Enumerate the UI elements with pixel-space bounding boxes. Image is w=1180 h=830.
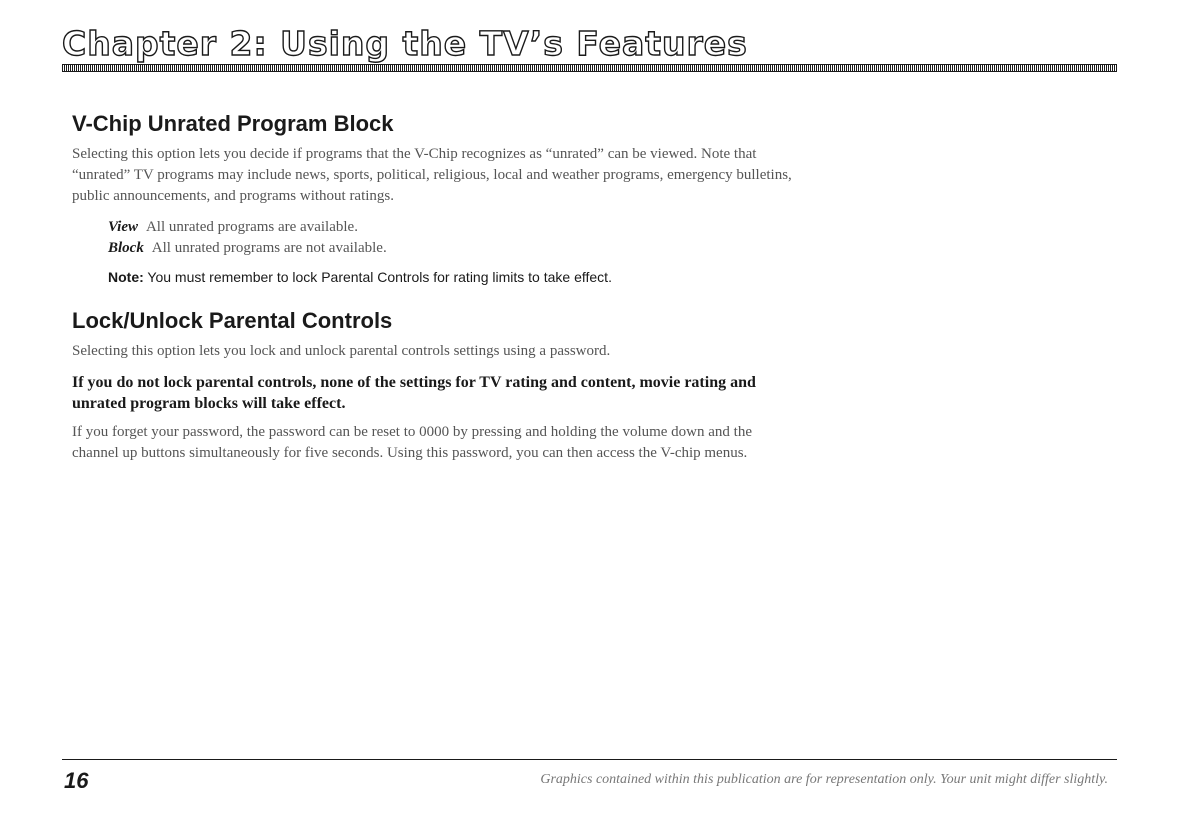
option-block-text: All unrated programs are not available. bbox=[151, 240, 387, 256]
lock-unlock-description: Selecting this option lets you lock and unlock parental controls settings using a password. bbox=[72, 343, 611, 359]
chapter-title-rule bbox=[62, 64, 1117, 72]
option-view-text: All unrated programs are available. bbox=[145, 219, 358, 235]
option-view bbox=[108, 217, 792, 238]
page-number: 16 bbox=[64, 768, 89, 793]
chapter-header bbox=[62, 24, 1117, 72]
vchip-note bbox=[108, 267, 792, 287]
footer-disclaimer: Graphics contained within this publication are for representation only. Your unit might differ slightly. bbox=[540, 772, 1108, 787]
vchip-unrated-heading: V-Chip Unrated Program Block bbox=[72, 111, 394, 136]
lock-warning: If you do not lock parental controls, none of the settings for TV rating and content, movie rating and unrated program blocks will take effect. bbox=[72, 374, 756, 412]
footer-rule bbox=[62, 759, 1117, 760]
vchip-option-list bbox=[108, 217, 792, 259]
note-label: Note: bbox=[108, 269, 144, 285]
password-reset-text: If you forget your password, the password can be reset to 0000 by pressing and holding the volume down and the channel up buttons simultaneously for five seconds. Using this password, you can then access the V-chip menus. bbox=[72, 424, 753, 461]
option-block-term: Block bbox=[108, 240, 144, 256]
option-block bbox=[108, 238, 792, 259]
lock-unlock-heading: Lock/Unlock Parental Controls bbox=[72, 308, 393, 333]
vchip-unrated-description: Selecting this option lets you decide if programs that the V-Chip recognizes as “unrated” can be viewed. Note that “unrated” TV programs may include news, sports, political, religious, local and weather programs, emergency bulletins, public announcements, and programs without ratings. bbox=[72, 146, 792, 204]
lock-unlock-section bbox=[72, 307, 792, 464]
page-content bbox=[72, 110, 792, 464]
chapter-title: Chapter 2: Using the TV’s Features bbox=[62, 24, 748, 63]
option-view-term: View bbox=[108, 219, 139, 235]
note-text: You must remember to lock Parental Controls for rating limits to take effect. bbox=[147, 269, 612, 285]
vchip-unrated-section bbox=[72, 110, 792, 287]
